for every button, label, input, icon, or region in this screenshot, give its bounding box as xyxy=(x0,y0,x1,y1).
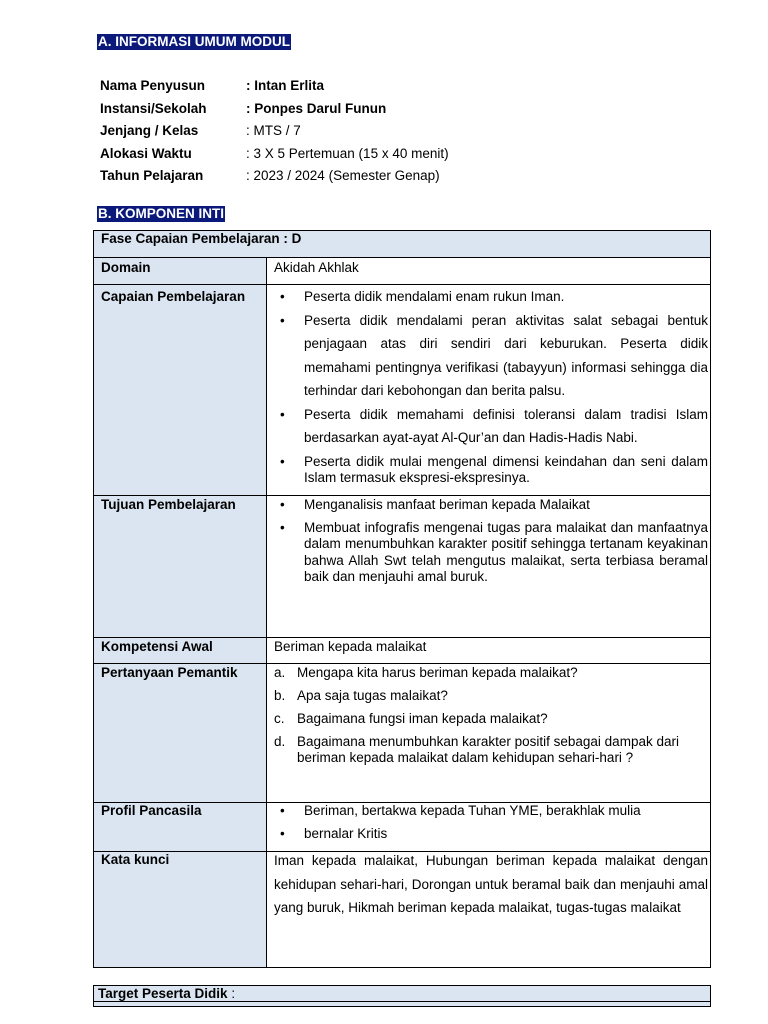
list-item: • Menganalisis manfaat beriman kepada Malaikat xyxy=(274,497,710,514)
info-value: : 3 X 5 Pertemuan (15 x 40 menit) xyxy=(246,145,449,161)
kompetensi-value: Beriman kepada malaikat xyxy=(274,639,427,654)
kata-kunci-label: Kata kunci xyxy=(94,852,267,967)
list-marker: b. xyxy=(274,688,286,703)
list-marker: c. xyxy=(274,711,285,726)
list-item xyxy=(274,711,710,727)
capaian-list xyxy=(274,285,710,486)
kata-kunci-text: Iman kepada malaikat, Hubungan beriman kepada malaikat dengan kehidupan sehari-hari, Dorongan untuk beramal baik dan menjauhi amal yang buruk, Hikmah beriman kepada malaikat, tugas-tugas malaikat xyxy=(274,853,708,915)
section-a-title: A. INFORMASI UMUM MODUL xyxy=(98,34,290,49)
list-item: • Peserta didik mendalami enam rukun Iman. xyxy=(274,285,710,309)
info-label: Nama Penyusun xyxy=(100,78,206,93)
tujuan-list xyxy=(274,497,710,586)
info-row-tahun xyxy=(100,166,449,189)
row-kompetensi xyxy=(94,638,710,664)
profil-list xyxy=(274,803,710,842)
info-value: : Ponpes Darul Funun xyxy=(246,100,387,116)
list-text: Bagaimana fungsi iman kepada malaikat? xyxy=(297,711,548,726)
info-value: : Intan Erlita xyxy=(246,78,325,93)
domain-label: Domain xyxy=(94,258,267,284)
capaian-label: Capaian Pembelajaran xyxy=(94,285,267,495)
info-value: : 2023 / 2024 (Semester Genap) xyxy=(246,168,440,183)
list-item: • Peserta didik mendalami peran aktivitas salat sebagai bentuk penjagaan atas diri sendiri dari keburukan. Peserta didik memahami pentingnya verifikasi (tabayyun) informasi sehingga dia terhindar dari kebohongan dan berita palsu. xyxy=(274,309,710,403)
target-peserta-label: Target Peserta Didik xyxy=(98,986,228,1001)
info-row-penyusun xyxy=(100,76,449,99)
fase-label: Fase Capaian Pembelajaran : D xyxy=(101,231,302,246)
info-list xyxy=(100,76,449,189)
list-text: Apa saja tugas malaikat? xyxy=(297,688,448,703)
info-row-jenjang xyxy=(100,121,449,144)
list-text: Mengapa kita harus beriman kepada malaikat? xyxy=(297,665,578,680)
row-capaian xyxy=(94,285,710,496)
tujuan-value xyxy=(267,496,710,637)
row-kata-kunci xyxy=(94,852,710,967)
capaian-value xyxy=(267,285,710,495)
row-fase xyxy=(94,231,710,258)
info-row-instansi xyxy=(100,99,449,122)
list-item: • Membuat infografis mengenai tugas para malaikat dan manfaatnya dalam menumbuhkan karakter positif sehingga tertanam keyakinan bahwa Allah Swt telah mengutus malaikat, serta terbiasa beramal baik dan menjauhi amal buruk. xyxy=(274,520,710,586)
row-domain xyxy=(94,258,710,285)
info-label: Jenjang / Kelas xyxy=(100,123,199,138)
profil-value xyxy=(267,803,710,851)
list-marker: d. xyxy=(274,734,286,749)
pertanyaan-value xyxy=(267,664,710,802)
kompetensi-label: Kompetensi Awal xyxy=(94,638,267,663)
list-marker: a. xyxy=(274,665,286,680)
list-item: • Peserta didik mulai mengenal dimensi keindahan dan seni dalam Islam termasuk ekspresi-ekspresinya. xyxy=(274,454,710,486)
info-label: Alokasi Waktu xyxy=(100,145,192,161)
domain-value: Akidah Akhlak xyxy=(274,260,359,275)
kata-kunci-value xyxy=(267,852,710,967)
target-peserta-box xyxy=(93,985,711,1007)
list-item: • Peserta didik memahami definisi toleransi dalam tradisi Islam berdasarkan ayat-ayat Al-Qur’an dan Hadis-Hadis Nabi. xyxy=(274,403,710,450)
info-row-alokasi xyxy=(100,144,449,167)
profil-label: Profil Pancasila xyxy=(94,803,267,851)
target-peserta-header xyxy=(94,986,710,1002)
row-profil xyxy=(94,803,710,852)
list-item xyxy=(274,734,710,766)
list-text: Bagaimana menumbuhkan karakter positif sebagai dampak dari beriman kepada malaikat dalam kehidupan sehari-hari ? xyxy=(297,734,679,765)
pertanyaan-list xyxy=(274,665,710,766)
info-label: Tahun Pelajaran xyxy=(100,168,204,183)
row-tujuan xyxy=(94,496,710,638)
list-item xyxy=(274,688,710,704)
komponen-inti-table xyxy=(93,230,711,968)
list-item xyxy=(274,665,710,681)
info-label: Instansi/Sekolah xyxy=(100,100,207,116)
section-b-title: B. KOMPONEN INTI xyxy=(98,206,225,221)
pertanyaan-label: Pertanyaan Pemantik xyxy=(94,664,267,802)
target-peserta-colon: : xyxy=(227,986,236,1001)
list-item: • bernalar Kritis xyxy=(274,826,710,842)
tujuan-label: Tujuan Pembelajaran xyxy=(94,496,267,637)
list-item: • Beriman, bertakwa kepada Tuhan YME, berakhlak mulia xyxy=(274,803,710,819)
info-value: : MTS / 7 xyxy=(246,123,301,138)
row-pertanyaan xyxy=(94,664,710,803)
